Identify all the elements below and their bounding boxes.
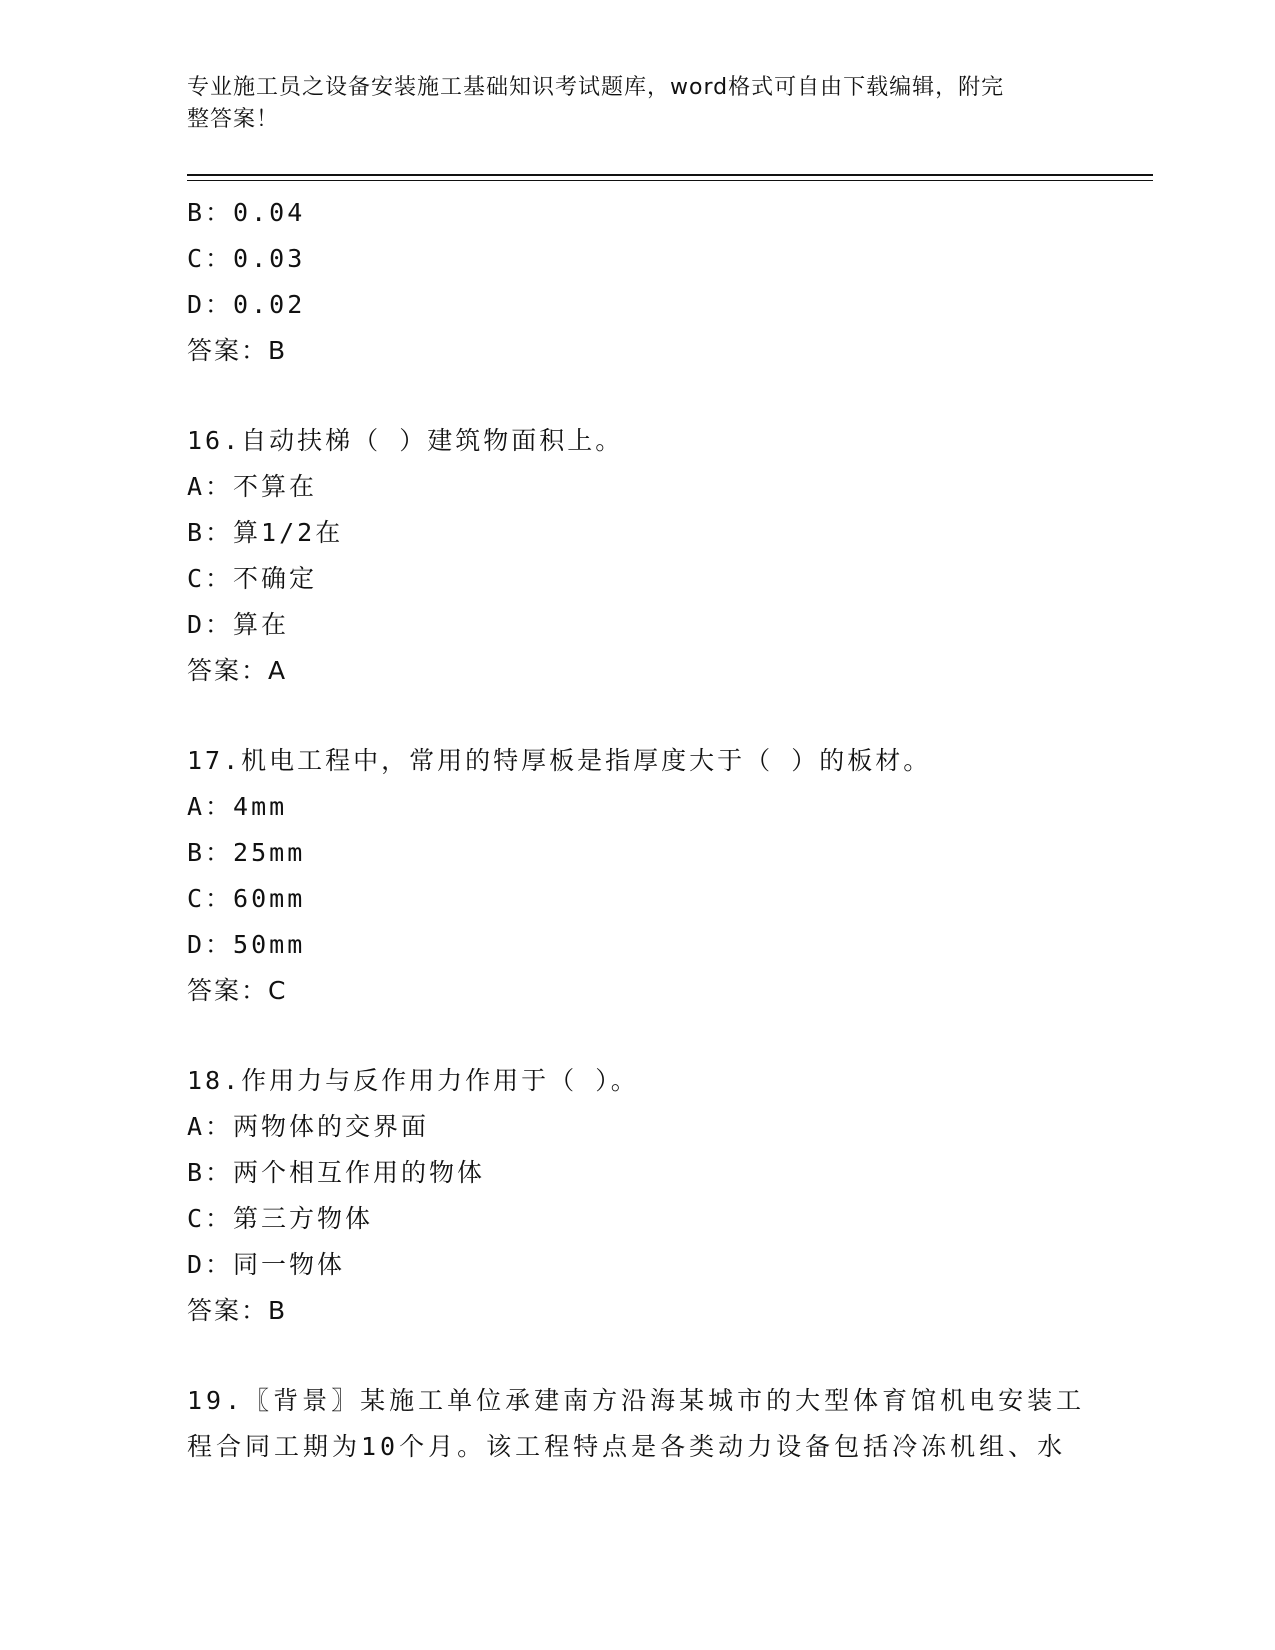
question-17 [187, 738, 1087, 1014]
option-c: C：60mm [187, 884, 306, 913]
header-line-2: 整答案！ [187, 107, 280, 132]
option-b: B：25mm [187, 838, 306, 867]
option-c: C：不确定 [187, 564, 318, 593]
answer-line: 答案：B [187, 1296, 288, 1325]
spacer [187, 694, 1087, 738]
question-19-line-2: 程合同工期为10个月。该工程特点是各类动力设备包括冷冻机组、水 [187, 1432, 1067, 1461]
question-stem: 17.机电工程中，常用的特厚板是指厚度大于（ ）的板材。 [187, 746, 932, 775]
question-19 [187, 1378, 1087, 1470]
spacer [187, 1014, 1087, 1058]
document-header [187, 72, 1067, 136]
option-a: A：4mm [187, 792, 288, 821]
option-d: D：算在 [187, 610, 290, 639]
question-16 [187, 418, 1087, 694]
spacer [187, 1334, 1087, 1378]
option-c: C：0.03 [187, 244, 306, 273]
option-c: C：第三方物体 [187, 1204, 374, 1233]
header-rule-thick [187, 174, 1153, 176]
question-19-line-1: 19.〖背景〗某施工单位承建南方沿海某城市的大型体育馆机电安装工 [187, 1386, 1086, 1415]
question-18 [187, 1058, 1087, 1334]
answer-line: 答案：C [187, 976, 288, 1005]
option-b: B：0.04 [187, 198, 306, 227]
option-a: A：两物体的交界面 [187, 1112, 430, 1141]
option-b: B：算1/2在 [187, 518, 344, 547]
option-b: B：两个相互作用的物体 [187, 1158, 486, 1187]
header-rule-thin [187, 180, 1153, 181]
option-d: D：0.02 [187, 290, 306, 319]
spacer [187, 374, 1087, 418]
question-stem: 18.作用力与反作用力作用于（ ）。 [187, 1066, 639, 1095]
partial-question [187, 190, 1087, 374]
option-d: D：同一物体 [187, 1250, 346, 1279]
question-content [187, 190, 1087, 1470]
option-d: D：50mm [187, 930, 306, 959]
option-a: A：不算在 [187, 472, 318, 501]
question-stem: 16.自动扶梯（ ）建筑物面积上。 [187, 426, 624, 455]
answer-line: 答案：A [187, 656, 288, 685]
header-line-1: 专业施工员之设备安装施工基础知识考试题库，word格式可自由下载编辑，附完 [187, 75, 1005, 100]
answer-line: 答案：B [187, 336, 288, 365]
